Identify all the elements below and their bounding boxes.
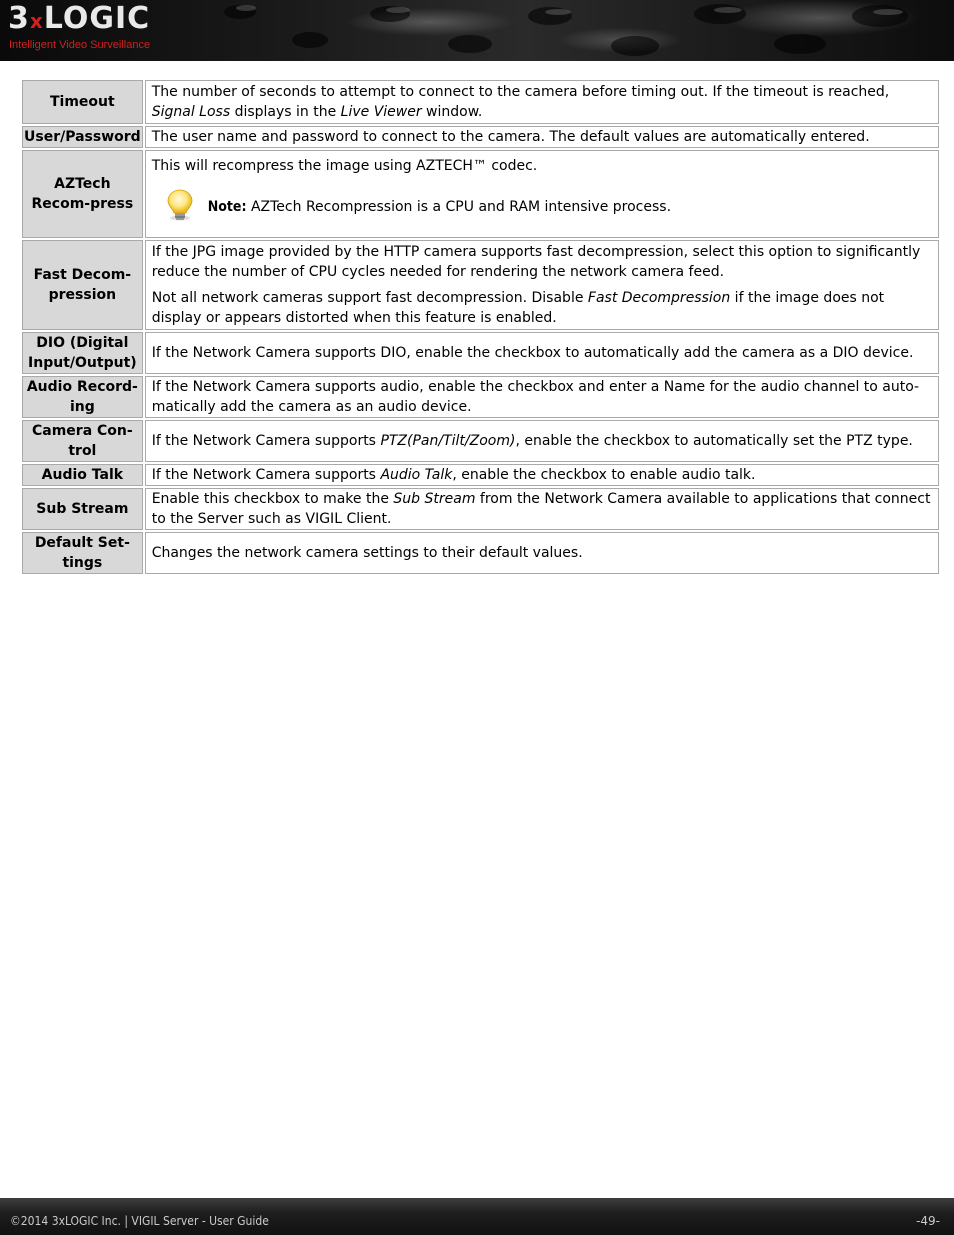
table-row [22, 332, 939, 374]
table-row [22, 80, 939, 124]
page-header [0, 0, 954, 61]
note-text: AZTech Recompression is a CPU and RAM intensive process. [246, 199, 672, 215]
emphasis-text: Sub Stream [393, 491, 476, 507]
emphasis-text: Live Viewer [340, 104, 422, 120]
table-row [22, 376, 939, 418]
logo-wordmark [8, 2, 150, 38]
emphasis-text: Fast Decompression [587, 290, 731, 306]
row-label: Default Set-tings [22, 532, 143, 574]
row-description: If the Network Camera supports DIO, enable the checkbox to automatically add the camera as a DIO device. [145, 332, 939, 374]
table-row [22, 420, 939, 462]
row-description: If the Network Camera supports audio, enable the checkbox and enter a Name for the audio channel to auto-matically add the camera as an audio device. [145, 376, 939, 418]
logo-digit: 3 [8, 1, 30, 36]
description-text: If the JPG image provided by the HTTP camera supports fast decompression, select this option to significantly reduce the number of CPU cycles needed for rendering the network camera feed. [151, 244, 921, 280]
row-label: Audio Talk [22, 464, 143, 486]
row-description: The user name and password to connect to the camera. The default values are automatically entered. [145, 126, 939, 148]
emphasis-text: PTZ(Pan/Tilt/Zoom) [380, 433, 516, 449]
row-label: Audio Record-ing [22, 376, 143, 418]
note-callout [152, 188, 932, 226]
text-run: Enable this checkbox to make the [151, 491, 394, 507]
row-description: Changes the network camera settings to their default values. [145, 532, 939, 574]
settings-table [20, 78, 941, 576]
row-description [145, 488, 939, 530]
row-label: Timeout [22, 80, 143, 124]
row-label: DIO (Digital Input/Output) [22, 332, 143, 374]
note-label: Note: [207, 199, 247, 215]
text-run: from the Network Camera available to applications that connect to the Server such as VIGIL Client. [151, 491, 931, 527]
table-row [22, 126, 939, 148]
lightbulb-icon [164, 188, 196, 226]
header-background-pattern [180, 0, 954, 61]
logo-tagline: Intelligent Video Surveillance [9, 39, 151, 51]
row-description [145, 464, 939, 486]
row-label: Fast Decom-pression [22, 240, 143, 330]
row-description [145, 240, 939, 330]
text-run: The number of seconds to attempt to connect to the camera before timing out. If the timeout is reached, [151, 84, 890, 100]
page-number: -49- [916, 1214, 940, 1228]
table-row [22, 240, 939, 330]
text-run: If the Network Camera supports [151, 433, 381, 449]
row-description [145, 150, 939, 238]
description-text: This will recompress the image using AZTECH™ codec. [151, 158, 538, 174]
logo-x-mark: x [29, 9, 44, 33]
text-run: displays in the [230, 104, 341, 120]
table-row [22, 532, 939, 574]
description-text [152, 82, 932, 122]
text-run: , enable the checkbox to enable audio talk. [452, 467, 756, 483]
logo-name: LOGIC [43, 1, 151, 36]
row-label: User/Password [22, 126, 143, 148]
page-footer [0, 1198, 954, 1235]
row-description [145, 80, 939, 124]
row-description [145, 420, 939, 462]
table-row [22, 488, 939, 530]
table-row [22, 150, 939, 238]
row-label: Sub Stream [22, 488, 143, 530]
table-row [22, 464, 939, 486]
emphasis-text: Audio Talk [380, 467, 453, 483]
row-label: Camera Con-trol [22, 420, 143, 462]
text-run: if the image does not display or appears distorted when this feature is enabled. [151, 290, 885, 326]
text-run: If the Network Camera supports [151, 467, 381, 483]
emphasis-text: Signal Loss [151, 104, 231, 120]
text-run: Not all network cameras support fast decompression. Disable [151, 290, 588, 306]
description-text [152, 288, 932, 328]
footer-copyright: ©2014 3xLOGIC Inc. | VIGIL Server - User Guide [10, 1214, 269, 1228]
text-run: , enable the checkbox to automatically set the PTZ type. [515, 433, 913, 449]
company-logo [8, 2, 178, 58]
row-label: AZTech Recom-press [22, 150, 143, 238]
text-run: window. [421, 104, 483, 120]
